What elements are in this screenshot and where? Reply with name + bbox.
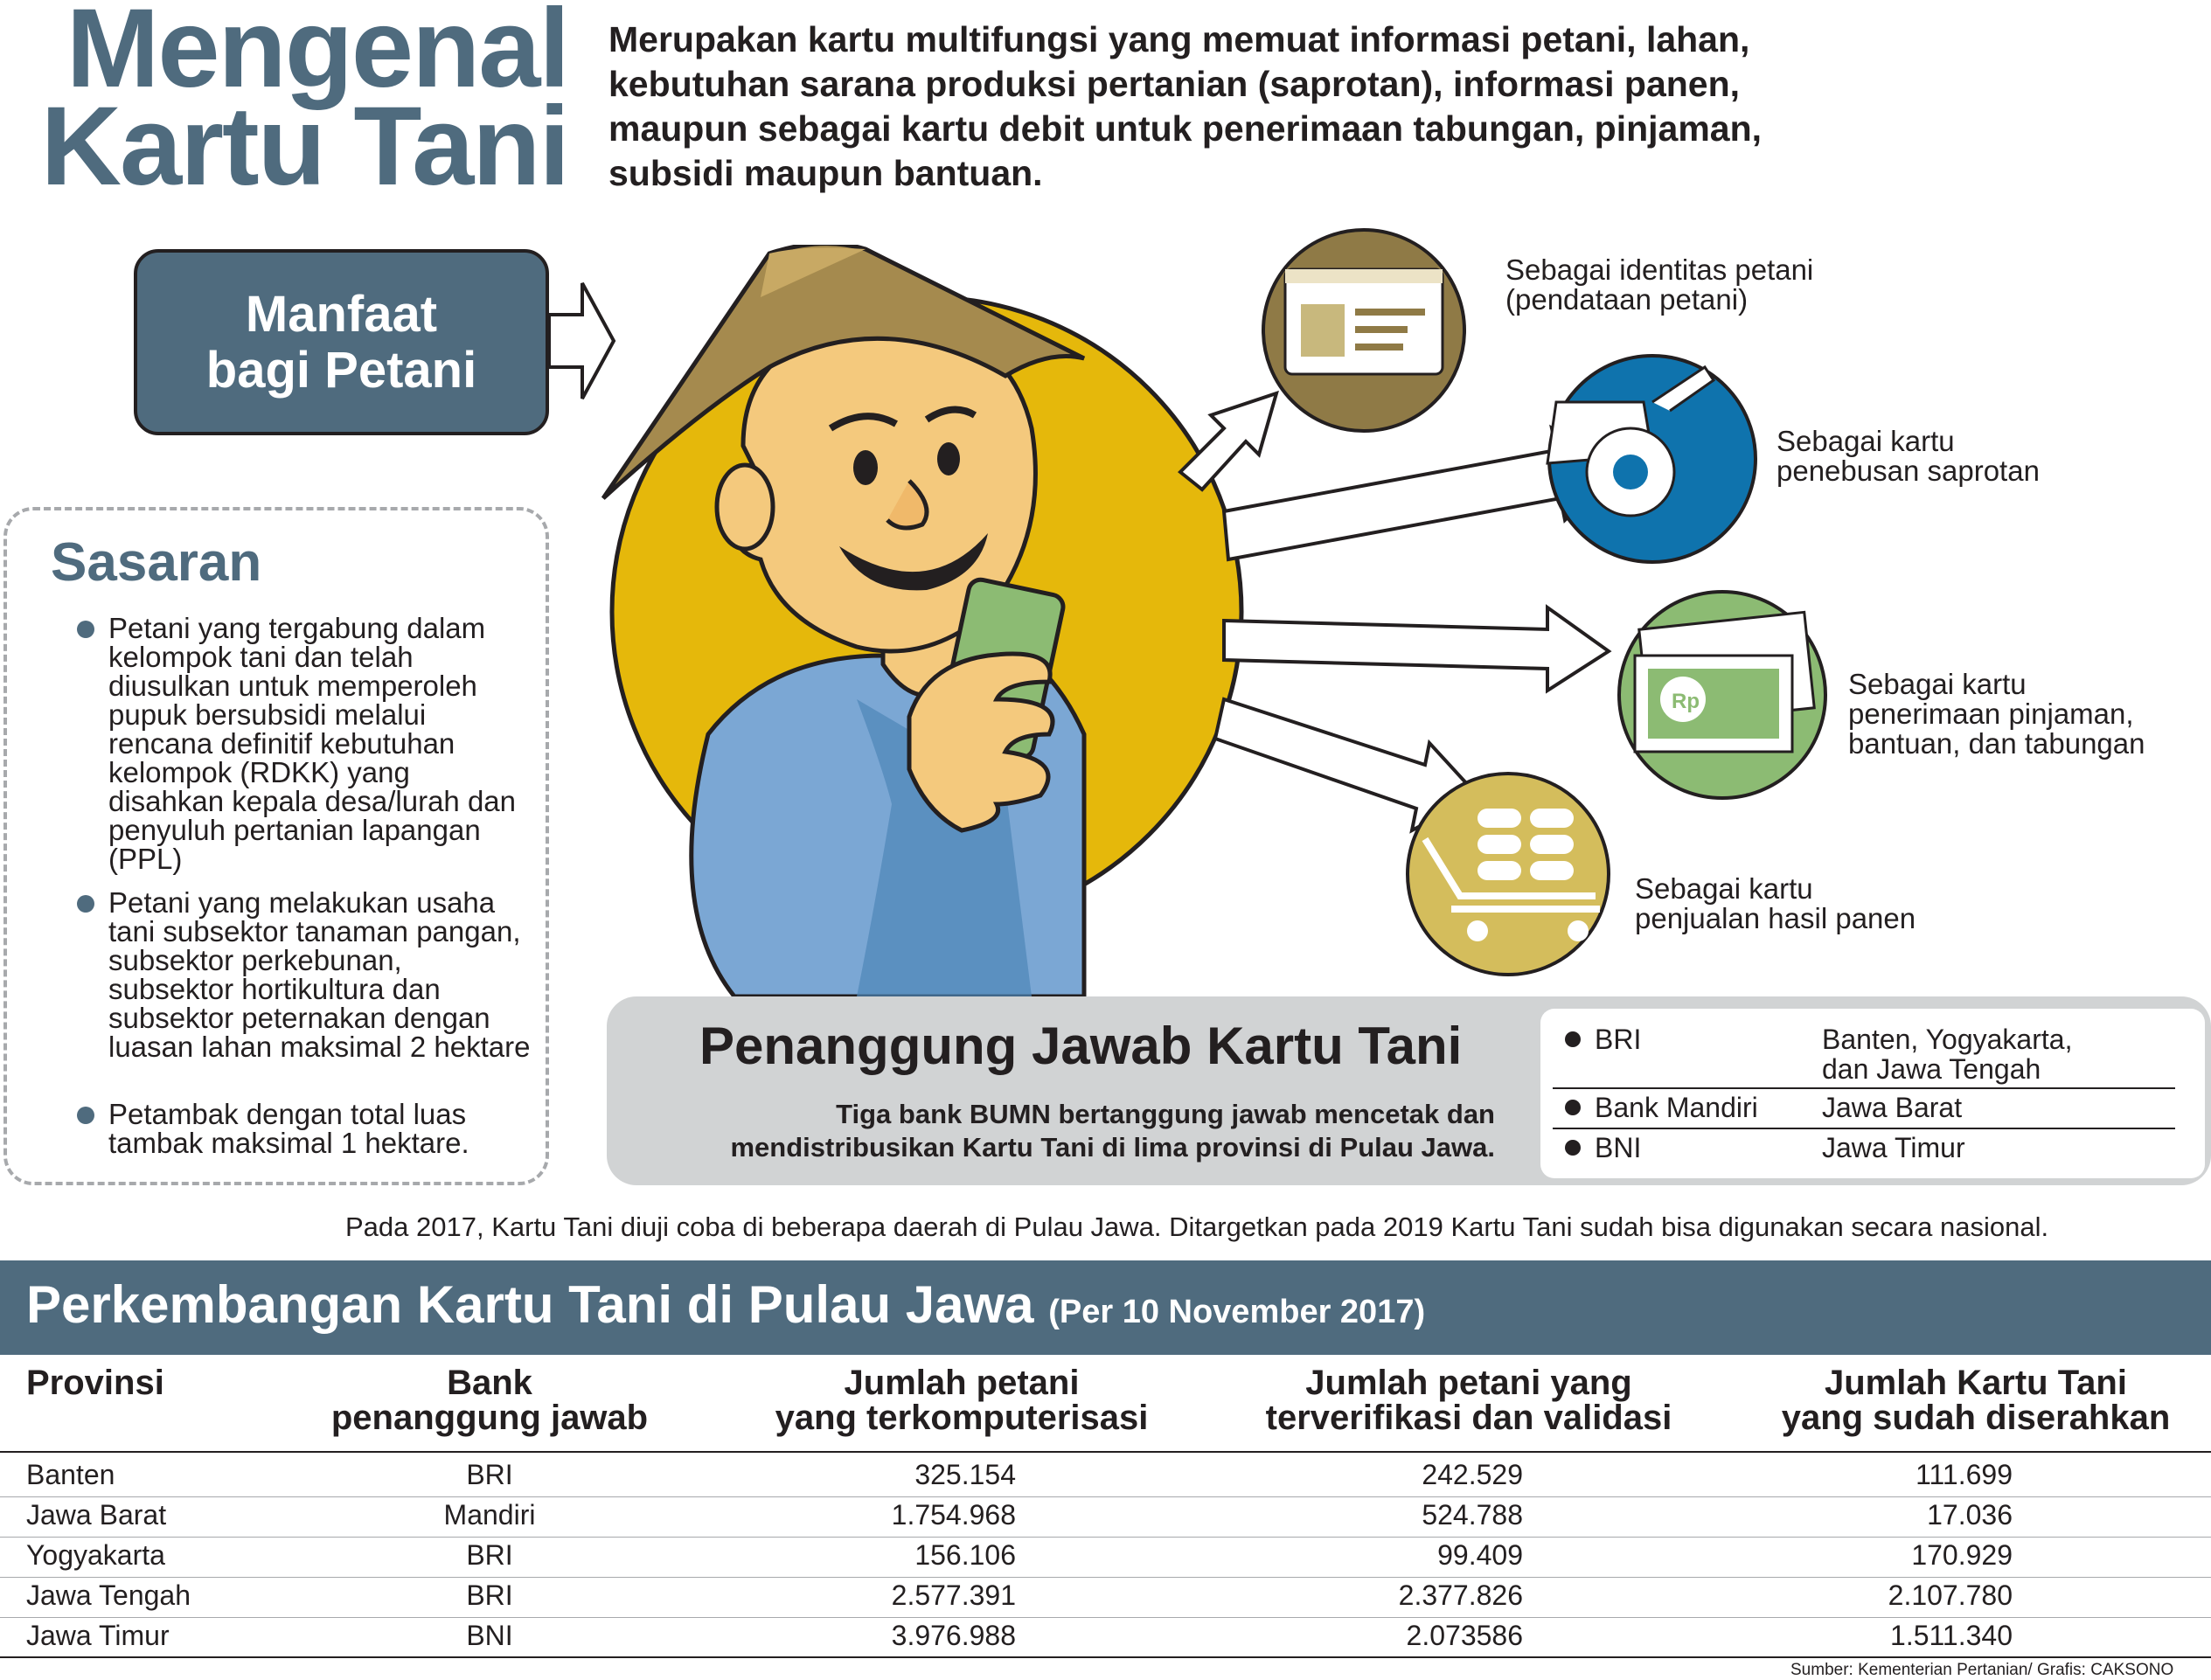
table-cell: BRI xyxy=(466,1459,513,1490)
manfaat-line-1: Manfaat xyxy=(245,285,438,343)
arrow-icon xyxy=(1224,607,1609,691)
table-cell: 17.036 xyxy=(1927,1499,2013,1531)
tractor-icon xyxy=(1539,350,1766,568)
sasaran-title: Sasaran xyxy=(51,532,262,593)
title-line-1: Mengenal xyxy=(66,0,568,111)
benefit-identitas: Sebagai identitas petani (pendataan petani) xyxy=(1505,253,1814,316)
manfaat-line-2: bagi Petani xyxy=(205,341,477,399)
table-row-divider xyxy=(0,1577,2211,1578)
table-cell: 156.106 xyxy=(914,1539,1016,1571)
bullet-icon xyxy=(77,895,94,913)
table-cell: Yogyakarta xyxy=(26,1539,165,1571)
title-line-2: Kartu Tani xyxy=(40,84,568,209)
table-cell: 325.154 xyxy=(914,1459,1016,1490)
table-cell: 3.976.988 xyxy=(891,1620,1016,1651)
table-cell: 111.699 xyxy=(1916,1459,2013,1490)
table-cell: 242.529 xyxy=(1422,1459,1523,1490)
header-bank: Bank penanggung jawab xyxy=(330,1364,649,1437)
table-row-divider xyxy=(0,1537,2211,1538)
bullet-icon xyxy=(1565,1031,1581,1047)
benefit-saprotan: Sebagai kartu penebusan saprotan xyxy=(1776,425,2040,487)
bullet-icon xyxy=(1565,1140,1581,1156)
table-cell: 2.073586 xyxy=(1406,1620,1523,1651)
note-text: Pada 2017, Kartu Tani diuji coba di beberapa daerah di Pulau Jawa. Ditargetkan pada 2019 Kartu Tani sudah bisa digunakan secara nasional. xyxy=(345,1211,2049,1242)
sasaran-item: Petani yang tergabung dalam kelompok tani dan telah diusulkan untuk memperoleh pupuk bersubsidi melalui rencana definitif kebutuhan kelompok (RDKK) yang disahkan kepala desa/lurah dan penyuluh pertanian lapangan (PPL) xyxy=(77,614,532,873)
money-icon xyxy=(1609,586,1836,804)
source-text: Sumber: Kementerian Pertanian/ Grafis: CAKSONO xyxy=(1790,1661,2174,1679)
table-row-divider xyxy=(0,1617,2211,1618)
manfaat-box xyxy=(134,249,549,435)
perkembangan-title: Perkembangan Kartu Tani di Pulau Jawa (Per 10 November 2017) xyxy=(26,1275,1426,1334)
header-provinsi: Provinsi xyxy=(26,1364,164,1402)
eye-right xyxy=(937,442,960,476)
intro-text: Merupakan kartu multifungsi yang memuat informasi petani, lahan, kebutuhan sarana produksi pertanian (saprotan), informasi panen, maupun sebagai kartu debit untuk penerimaan tabungan, pinjaman, subsidi maupun bantuan. xyxy=(608,19,1763,193)
harvest-cart-icon xyxy=(1399,769,1617,979)
header-diserahkan: Jumlah Kartu Tani yang sudah diserahkan xyxy=(1781,1364,2171,1437)
table-bottom-line xyxy=(0,1656,2211,1658)
bank-divider xyxy=(1553,1128,2175,1129)
table-cell: Jawa Barat xyxy=(26,1499,167,1531)
table-cell: Mandiri xyxy=(443,1499,536,1531)
bank-divider xyxy=(1553,1087,2175,1089)
table-cell: 170.929 xyxy=(1911,1539,2013,1571)
eye-left xyxy=(853,450,878,485)
table-cell: 1.754.968 xyxy=(891,1499,1016,1531)
table-cell: 99.409 xyxy=(1437,1539,1523,1571)
id-card-icon xyxy=(1250,226,1477,435)
table-cell: 2.577.391 xyxy=(891,1579,1016,1611)
farmer-illustration xyxy=(594,245,1259,996)
table-cell: Jawa Tengah xyxy=(26,1579,191,1611)
sasaran-item: Petani yang melakukan usaha tani subsektor tanaman pangan, subsektor perkebunan, subsektor hortikultura dan subsektor peternakan dengan luasan lahan maksimal 2 hektare xyxy=(77,888,532,1061)
benefit-panen: Sebagai kartu penjualan hasil panen xyxy=(1635,872,1916,934)
table-cell: BRI xyxy=(466,1539,513,1571)
table-cell: 2.107.780 xyxy=(1888,1579,2013,1611)
page-title xyxy=(26,0,568,209)
penanggung-title: Penanggung Jawab Kartu Tani xyxy=(699,1017,1463,1075)
bullet-icon xyxy=(77,1107,94,1124)
bullet-icon xyxy=(1565,1100,1581,1115)
table-row-divider xyxy=(0,1496,2211,1497)
table-cell: 524.788 xyxy=(1422,1499,1523,1531)
table-cell: Jawa Timur xyxy=(26,1620,170,1651)
header-terkomputerisasi: Jumlah petani yang terkomputerisasi xyxy=(775,1364,1149,1437)
table-cell: 1.511.340 xyxy=(1890,1620,2013,1651)
benefit-pinjaman: Sebagai kartu penerimaan pinjaman, bantuan, dan tabungan xyxy=(1848,668,2145,760)
penanggung-desc: Tiga bank BUMN bertanggung jawab mencetak dan mendistribusikan Kartu Tani di lima provinsi di Pulau Jawa. xyxy=(730,1099,1495,1163)
table-header-line xyxy=(0,1451,2211,1453)
table-cell: Banten xyxy=(26,1459,115,1490)
bullet-icon xyxy=(77,621,94,638)
table-cell: BRI xyxy=(466,1579,513,1611)
sasaran-item: Petambak dengan total luas tambak maksimal 1 hektare. xyxy=(77,1100,532,1157)
rp-symbol: Rp xyxy=(1672,690,1700,713)
perkembangan-subtitle: (Per 10 November 2017) xyxy=(1048,1294,1426,1330)
header-terverifikasi: Jumlah petani yang terverifikasi dan validasi xyxy=(1265,1364,1672,1437)
table-cell: 2.377.826 xyxy=(1398,1579,1523,1611)
ear xyxy=(717,465,773,549)
table-cell: BNI xyxy=(466,1620,513,1651)
